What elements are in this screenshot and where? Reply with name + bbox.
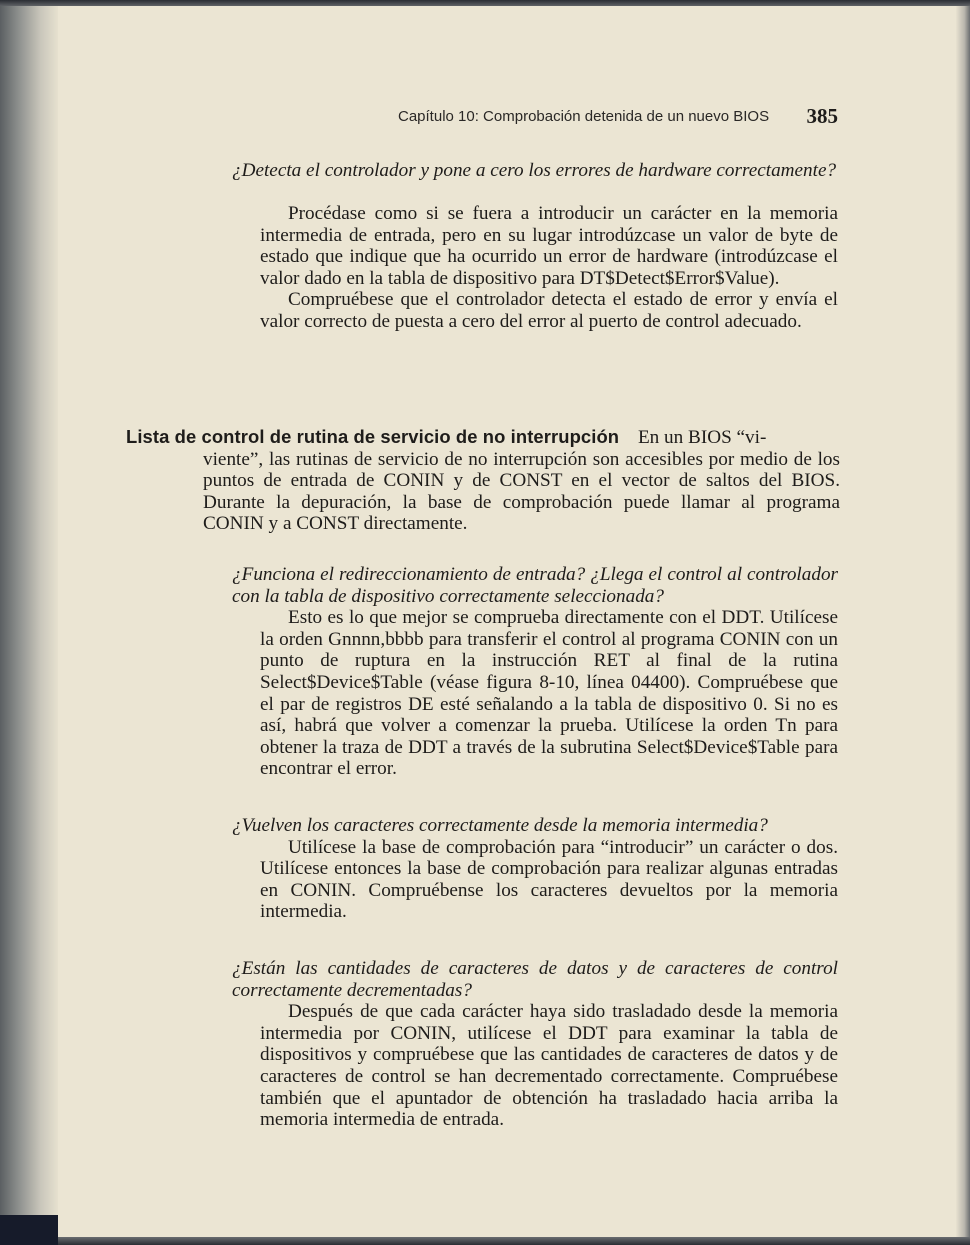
answer-text: Después de que cada carácter haya sido trasladado desde la memoria intermedia por CONIN, utilícese el DDT para examinar la tabla de dispositivos y compruébese que las cantidades de caracteres de datos y de caracteres de control se han decrementado correctamente. Compruébese también que el apuntador de obtención ha trasladado hacia arriba la memoria intermedia de entrada. xyxy=(260,1001,838,1131)
answer-text: Esto es lo que mejor se comprueba directamente con el DDT. Utilícese la orden Gnnnn,bbbb para transferir el control al programa CONIN con un punto de ruptura en la instrucción RET al final de la rutina Select$Device$Table (véase figura 8-10, línea 04400). Compruébese que el par de registros DE esté señalando a la tabla de dispositivo 0. Si no es así, habrá que volver a comenzar la prueba. Utilícese la orden Tn para obtener la traza de DDT a través de la subrutina Select$Device$Table para encontrar el error. xyxy=(260,607,838,780)
answer-block-hardware-errors xyxy=(260,203,838,333)
paragraph: Compruébese que el controlador detecta el estado de error y envía el valor correcto de puesta a cero del error al puerto de control adecuado. xyxy=(260,289,838,332)
question-text: ¿Funciona el redireccionamiento de entrada? ¿Llega el control al controlador con la tabla de dispositivo correctamente seleccionada? xyxy=(232,564,838,607)
page-corner xyxy=(0,1215,58,1245)
question-block-redirection xyxy=(232,564,838,780)
running-head: Capítulo 10: Comprobación detenida de un nuevo BIOS xyxy=(398,108,770,125)
section-heading: Lista de control de rutina de servicio de no interrupción xyxy=(126,426,620,447)
question-block-buffer xyxy=(232,815,838,923)
page-header xyxy=(398,104,838,130)
question-text: ¿Están las cantidades de caracteres de datos y de caracteres de control correctamente decrementadas? xyxy=(232,958,838,1001)
section-intro-rest: viente”, las rutinas de servicio de no interrupción son accesibles por medio de los puntos de entrada de CONIN y de CONST en el vector de saltos del BIOS. Durante la depuración, la base de comprobación puede llamar al programa CONIN y a CONST directamente. xyxy=(203,448,840,535)
section-non-interrupt-checklist xyxy=(126,426,840,535)
answer-text: Utilícese la base de comprobación para “introducir” un carácter o dos. Utilícese entonces la base de comprobación para realizar algunas entradas en CONIN. Compruébense los caracteres devueltos por la memoria intermedia. xyxy=(260,836,838,923)
question-block-hardware-errors xyxy=(232,160,838,182)
question-text: ¿Detecta el controlador y pone a cero los errores de hardware correctamente? xyxy=(232,160,837,181)
question-text: ¿Vuelven los caracteres correctamente desde la memoria intermedia? xyxy=(232,815,768,836)
paragraph: Procédase como si se fuera a introducir un carácter en la memoria intermedia de entrada, pero en su lugar introdúzcase un valor de byte de estado que indique que ha ocurrido un error de hardware (introdúzcase el valor dado en la tabla de dispositivo para DT$Detect$Error$Value). xyxy=(260,203,838,289)
page-binding-shadow xyxy=(0,0,58,1245)
page-number: 385 xyxy=(806,104,838,128)
question-block-counters xyxy=(232,958,838,1131)
page-top-edge xyxy=(0,0,970,6)
page-right-edge xyxy=(956,0,970,1245)
section-intro-first: En un BIOS “vi- xyxy=(637,427,767,448)
page-bottom-edge xyxy=(0,1237,970,1245)
